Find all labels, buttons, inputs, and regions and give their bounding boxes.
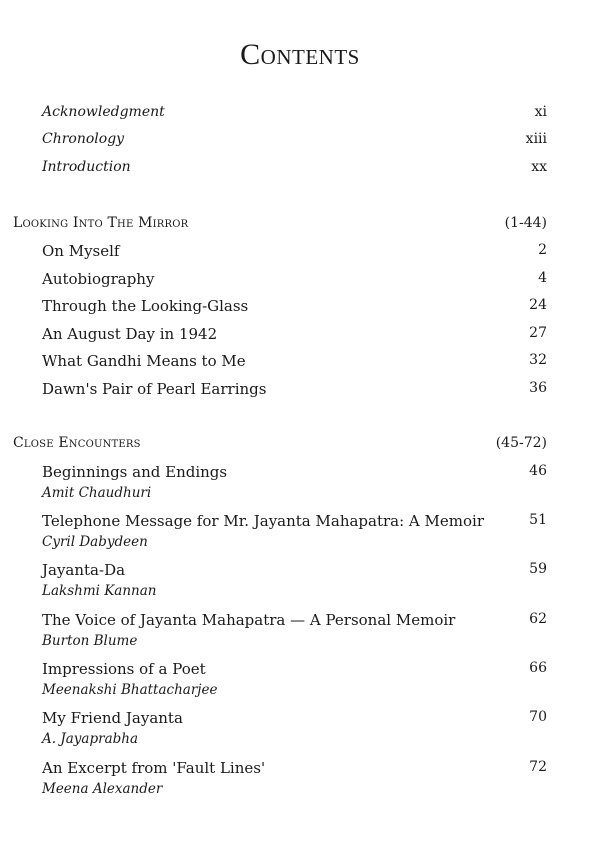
entry-page: 27 bbox=[529, 325, 547, 341]
entry-title: Through the Looking-Glass bbox=[42, 297, 249, 315]
entry-title: An August Day in 1942 bbox=[42, 325, 218, 343]
entry-title: The Voice of Jayanta Mahapatra — A Personal Memoir bbox=[42, 611, 456, 629]
entry-author: Meenakshi Bhattacharjee bbox=[42, 682, 218, 698]
toc-entry bbox=[0, 325, 600, 349]
entry-title: Impressions of a Poet bbox=[42, 660, 206, 678]
entry-title: On Myself bbox=[42, 242, 120, 260]
entry-title: Introduction bbox=[42, 159, 131, 175]
entry-title: Beginnings and Endings bbox=[42, 463, 228, 481]
toc-section-heading bbox=[0, 215, 600, 239]
entry-author: Burton Blume bbox=[42, 633, 138, 649]
toc-entry-author-row bbox=[0, 485, 600, 509]
toc-entry bbox=[0, 561, 600, 585]
entry-author: Meena Alexander bbox=[42, 781, 163, 797]
entry-title: Acknowledgment bbox=[42, 104, 165, 120]
entry-title: Chronology bbox=[42, 131, 125, 147]
entry-page: xx bbox=[531, 159, 547, 175]
toc-entry-author-row bbox=[0, 534, 600, 558]
toc-section-heading bbox=[0, 435, 600, 459]
page-title: Contents bbox=[240, 38, 360, 71]
entry-title: An Excerpt from 'Fault Lines' bbox=[42, 759, 266, 777]
entry-title: Jayanta-Da bbox=[42, 561, 126, 579]
toc-entry-author-row bbox=[0, 781, 600, 805]
entry-page: 66 bbox=[529, 660, 547, 676]
toc-entry bbox=[0, 660, 600, 684]
toc-entry bbox=[0, 611, 600, 635]
entry-title: Autobiography bbox=[42, 270, 155, 288]
entry-page: 24 bbox=[529, 297, 547, 313]
toc-entry-author-row bbox=[0, 682, 600, 706]
entry-page: 72 bbox=[529, 759, 547, 775]
entry-author: Lakshmi Kannan bbox=[42, 583, 157, 599]
toc-entry bbox=[0, 759, 600, 783]
entry-page: xi bbox=[534, 104, 547, 120]
toc-entry-author-row bbox=[0, 731, 600, 755]
section-title: Looking Into The Mirror bbox=[13, 215, 189, 231]
toc-entry-author-row bbox=[0, 583, 600, 607]
entry-author: Cyril Dabydeen bbox=[42, 534, 148, 550]
entry-title: What Gandhi Means to Me bbox=[42, 352, 246, 370]
toc-front-entry bbox=[0, 159, 600, 183]
toc-entry bbox=[0, 709, 600, 733]
toc-entry bbox=[0, 352, 600, 376]
entry-page: 4 bbox=[538, 270, 547, 286]
entry-title: Dawn's Pair of Pearl Earrings bbox=[42, 380, 267, 398]
toc-entry bbox=[0, 242, 600, 266]
entry-title: Telephone Message for Mr. Jayanta Mahapatra: A Memoir bbox=[42, 512, 484, 530]
entry-page: 59 bbox=[529, 561, 547, 577]
entry-author: A. Jayaprabha bbox=[42, 731, 138, 747]
entry-page: 2 bbox=[538, 242, 547, 258]
entry-page: 51 bbox=[529, 512, 547, 528]
toc-entry-author-row bbox=[0, 633, 600, 657]
toc-entry bbox=[0, 463, 600, 487]
toc-front-entry bbox=[0, 104, 600, 128]
section-page-range: (1-44) bbox=[504, 215, 547, 231]
entry-page: 70 bbox=[529, 709, 547, 725]
toc-entry bbox=[0, 512, 600, 536]
toc-entry bbox=[0, 270, 600, 294]
toc-entry bbox=[0, 297, 600, 321]
section-page-range: (45-72) bbox=[495, 435, 547, 451]
section-title: Close Encounters bbox=[13, 435, 141, 451]
entry-page: xiii bbox=[525, 131, 547, 147]
toc-front-entry bbox=[0, 131, 600, 155]
entry-page: 62 bbox=[529, 611, 547, 627]
entry-author: Amit Chaudhuri bbox=[42, 485, 152, 501]
entry-title: My Friend Jayanta bbox=[42, 709, 183, 727]
entry-page: 36 bbox=[529, 380, 547, 396]
entry-page: 32 bbox=[529, 352, 547, 368]
entry-page: 46 bbox=[529, 463, 547, 479]
toc-entry bbox=[0, 380, 600, 404]
